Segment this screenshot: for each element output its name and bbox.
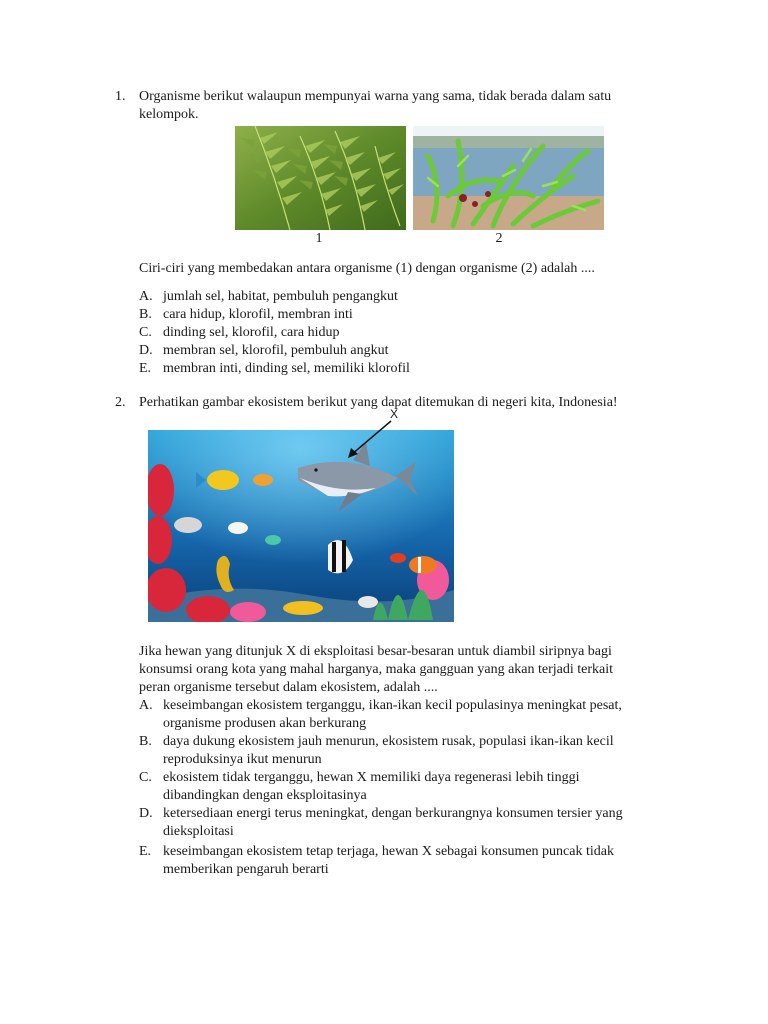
option-letter: B. bbox=[139, 734, 152, 749]
option-letter: E. bbox=[139, 361, 152, 376]
question-prompt-line: Jika hewan yang ditunjuk X di eksploitasi besar-besaran untuk diambil siripnya bagi bbox=[139, 644, 612, 659]
image-caption-2: 2 bbox=[495, 231, 503, 246]
option-text-line: reproduksinya ikut menurun bbox=[163, 752, 322, 767]
image-caption-1: 1 bbox=[315, 231, 323, 246]
option-letter: D. bbox=[139, 806, 153, 821]
option-letter: D. bbox=[139, 343, 153, 358]
option-text: membran inti, dinding sel, memiliki klorofil bbox=[163, 361, 410, 376]
option-text-line: memberikan pengaruh berarti bbox=[163, 862, 329, 877]
question-prompt-line: peran organisme tersebut dalam ekosistem, adalah .... bbox=[139, 680, 438, 695]
question-number: 1. bbox=[115, 89, 126, 104]
option-text-line: dieksploitasi bbox=[163, 824, 234, 839]
option-text-line: keseimbangan ekosistem terganggu, ikan-ikan kecil populasinya meningkat pesat, bbox=[163, 698, 622, 713]
question-stem-line: kelompok. bbox=[139, 107, 199, 122]
option-text: membran sel, klorofil, pembuluh angkut bbox=[163, 343, 389, 358]
question-prompt: Ciri-ciri yang membedakan antara organisme (1) dengan organisme (2) adalah .... bbox=[139, 261, 595, 276]
option-text-line: dibandingkan dengan eksploitasinya bbox=[163, 788, 367, 803]
ocean-ecosystem-image bbox=[148, 430, 454, 622]
question-prompt-line: konsumsi orang kota yang mahal harganya, maka gangguan yang akan terjadi terkait bbox=[139, 662, 614, 677]
option-text-line: ekosistem tidak terganggu, hewan X memiliki daya regenerasi lebih tinggi bbox=[163, 770, 580, 785]
question-number: 2. bbox=[115, 395, 126, 410]
seaweed-image bbox=[413, 126, 604, 230]
option-text-line: daya dukung ekosistem jauh menurun, ekosistem rusak, populasi ikan-ikan kecil bbox=[163, 734, 614, 749]
pointer-label-x: X bbox=[390, 407, 399, 421]
option-letter: E. bbox=[139, 844, 152, 859]
option-letter: C. bbox=[139, 325, 152, 340]
option-text-line: keseimbangan ekosistem tetap terjaga, hewan X sebagai konsumen puncak tidak bbox=[163, 844, 614, 859]
option-letter: C. bbox=[139, 770, 152, 785]
option-letter: A. bbox=[139, 289, 153, 304]
option-text-line: ketersediaan energi terus meningkat, dengan berkurangnya konsumen tersier yang bbox=[163, 806, 623, 821]
fern-image bbox=[235, 126, 406, 230]
pointer-arrow-icon bbox=[345, 418, 395, 460]
question-stem-line: Organisme berikut walaupun mempunyai warna yang sama, tidak berada dalam satu bbox=[139, 89, 612, 104]
question-stem-line: Perhatikan gambar ekosistem berikut yang dapat ditemukan di negeri kita, Indonesia! bbox=[139, 395, 618, 410]
option-letter: B. bbox=[139, 307, 152, 322]
option-text: cara hidup, klorofil, membran inti bbox=[163, 307, 353, 322]
option-letter: A. bbox=[139, 698, 153, 713]
option-text-line: organisme produsen akan berkurang bbox=[163, 716, 367, 731]
option-text: jumlah sel, habitat, pembuluh pengangkut bbox=[163, 289, 398, 304]
option-text: dinding sel, klorofil, cara hidup bbox=[163, 325, 340, 340]
